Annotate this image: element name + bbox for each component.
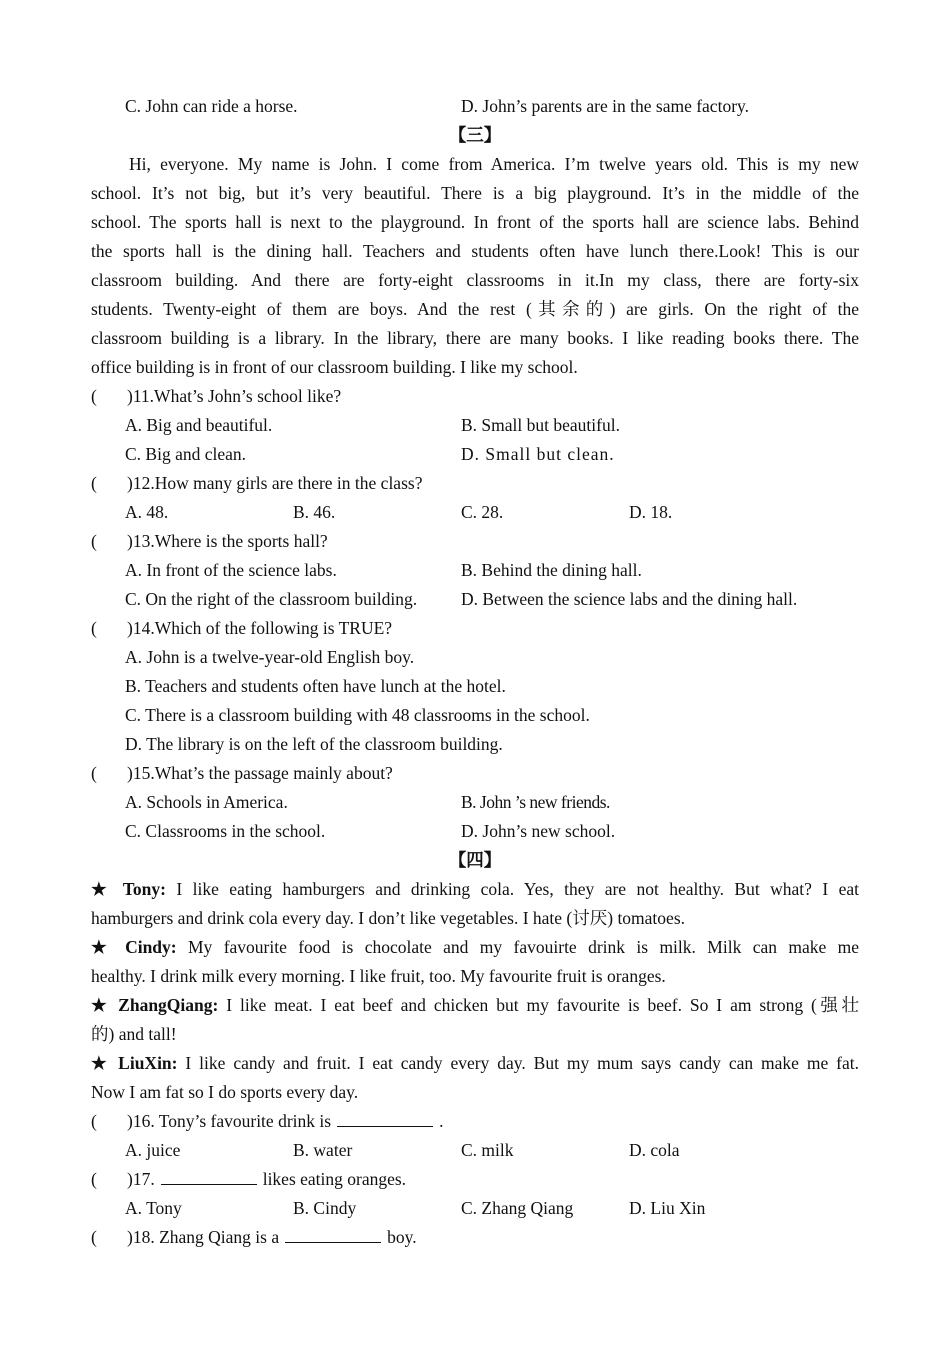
- passage-line: classroom building. And there are forty-eight classrooms in it.In my class, there are forty-six: [91, 270, 859, 290]
- option-b: B. Teachers and students often have lunch at the hotel.: [125, 676, 506, 696]
- passage-line: the sports hall is the dining hall. Teachers and students often have lunch there.Look! This is our: [91, 241, 859, 261]
- option-b: B. Behind the dining hall.: [461, 560, 642, 580]
- passage-3: [91, 150, 859, 382]
- option-c: C. milk: [461, 1140, 514, 1160]
- answer-paren[interactable]: (: [91, 1111, 97, 1131]
- option-c: C. Big and clean.: [125, 444, 247, 464]
- options-row: [91, 672, 859, 701]
- speaker-name: ★ Tony:: [91, 879, 166, 899]
- question-stem: )14.Which of the following is TRUE?: [127, 618, 393, 638]
- option-b: B. water: [293, 1140, 353, 1160]
- passage-line: school. It’s not big, but it’s very beautiful. There is a big playground. It’s in the middle of the: [91, 183, 859, 203]
- option-a: A. In front of the science labs.: [125, 560, 337, 580]
- speaker-text-line: Now I am fat so I do sports every day.: [91, 1082, 359, 1102]
- worksheet-page: [91, 92, 859, 1252]
- passage-line: school. The sports hall is next to the playground. In front of the sports hall are science labs. Behind: [91, 212, 859, 232]
- question-stem: )17.: [127, 1169, 155, 1189]
- question-stem-end: boy.: [387, 1227, 417, 1247]
- options-row: [91, 817, 859, 846]
- option-c: C. Classrooms in the school.: [125, 821, 326, 841]
- option-d: D. John’s new school.: [461, 821, 616, 841]
- answer-paren[interactable]: (: [91, 618, 97, 638]
- option-a: A. juice: [125, 1140, 181, 1160]
- option-b: B. 46.: [293, 502, 336, 522]
- speaker-text: My favourite food is chocolate and my favouirte drink is milk. Milk can make me: [176, 937, 859, 957]
- options-row: [91, 440, 859, 469]
- section-heading-4: 【四】: [448, 850, 502, 870]
- question-15: [91, 759, 859, 788]
- question-stem-end: .: [439, 1111, 444, 1131]
- option-a: A. John is a twelve-year-old English boy.: [125, 647, 415, 667]
- speaker-name: ★ ZhangQiang:: [91, 995, 219, 1015]
- speaker-text-line: healthy. I drink milk every morning. I like fruit, too. My favourite fruit is oranges.: [91, 966, 666, 986]
- option-c: C. There is a classroom building with 48 classrooms in the school.: [125, 705, 590, 725]
- question-stem: )18. Zhang Qiang is a: [127, 1227, 280, 1247]
- answer-paren[interactable]: (: [91, 1169, 97, 1189]
- question-stem: )12.How many girls are there in the class?: [127, 473, 423, 493]
- option-c: C. 28.: [461, 502, 504, 522]
- speaker-text: I like eating hamburgers and drinking cola. Yes, they are not healthy. But what? I eat: [165, 879, 859, 899]
- option-b: B. Cindy: [293, 1198, 357, 1218]
- question-12: [91, 469, 859, 498]
- question-14: [91, 614, 859, 643]
- options-row: [91, 585, 859, 614]
- options-row: [91, 730, 859, 759]
- option-d: D. John’s parents are in the same factory.: [461, 96, 750, 116]
- speaker-text-line: 的) and tall!: [91, 1024, 177, 1044]
- passage-line: office building is in front of our classroom building. I like my school.: [91, 357, 578, 377]
- speaker-text: I like candy and fruit. I eat candy every day. But my mum says candy can make me fat.: [177, 1053, 859, 1073]
- fill-blank[interactable]: [337, 1110, 433, 1127]
- option-d: D. Liu Xin: [629, 1198, 706, 1218]
- options-row: [91, 788, 859, 817]
- option-b: B. Small but beautiful.: [461, 415, 620, 435]
- answer-paren[interactable]: (: [91, 763, 97, 783]
- option-a: A. Big and beautiful.: [125, 415, 273, 435]
- question-stem: )13.Where is the sports hall?: [127, 531, 328, 551]
- speaker-text: I like meat. I eat beef and chicken but my favourite is beef. So I am strong (强壮: [218, 995, 859, 1015]
- option-c: C. On the right of the classroom building.: [125, 589, 418, 609]
- q10-options-cd: [91, 92, 859, 121]
- passage-line: classroom building is a library. In the library, there are many books. I like reading books there. The: [91, 328, 859, 348]
- options-row: [91, 701, 859, 730]
- question-16: [91, 1107, 859, 1136]
- option-b: B. John ’s new friends.: [461, 792, 610, 812]
- answer-paren[interactable]: (: [91, 1227, 97, 1247]
- option-c: C. Zhang Qiang: [461, 1198, 574, 1218]
- option-a: A. Schools in America.: [125, 792, 288, 812]
- option-d: D. Between the science labs and the dining hall.: [461, 589, 798, 609]
- option-d: D. cola: [629, 1140, 680, 1160]
- options-row: [91, 411, 859, 440]
- option-c: C. John can ride a horse.: [125, 96, 298, 116]
- question-18: [91, 1223, 859, 1252]
- option-d: D. The library is on the left of the classroom building.: [125, 734, 503, 754]
- question-11: [91, 382, 859, 411]
- fill-blank[interactable]: [285, 1226, 381, 1243]
- option-a: A. 48.: [125, 502, 169, 522]
- question-stem: )15.What’s the passage mainly about?: [127, 763, 393, 783]
- question-17: [91, 1165, 859, 1194]
- answer-paren[interactable]: (: [91, 473, 97, 493]
- section-heading-3: 【三】: [448, 125, 502, 145]
- options-row: [91, 498, 859, 527]
- speaker-name: ★ LiuXin:: [91, 1053, 178, 1073]
- speaker-paragraph-tony: [91, 875, 859, 904]
- answer-paren[interactable]: (: [91, 531, 97, 551]
- question-stem: )16. Tony’s favourite drink is: [127, 1111, 332, 1131]
- question-13: [91, 527, 859, 556]
- speaker-name: ★ Cindy:: [91, 937, 177, 957]
- options-row: [91, 1194, 859, 1223]
- options-row: [91, 556, 859, 585]
- speaker-text-line: hamburgers and drink cola every day. I don’t like vegetables. I hate (讨厌) tomatoes.: [91, 908, 686, 928]
- options-row: [91, 643, 859, 672]
- speaker-paragraph-cindy: [91, 933, 859, 962]
- passage-line: students. Twenty-eight of them are boys. And the rest (其余的) are girls. On the right of the: [91, 299, 859, 319]
- passage-line: Hi, everyone. My name is John. I come from America. I’m twelve years old. This is my new: [129, 154, 859, 174]
- option-a: A. Tony: [125, 1198, 182, 1218]
- question-stem: )11.What’s John’s school like?: [127, 386, 342, 406]
- option-d: D. 18.: [629, 502, 673, 522]
- options-row: [91, 1136, 859, 1165]
- option-d: D. Small but clean.: [461, 444, 615, 464]
- answer-paren[interactable]: (: [91, 386, 97, 406]
- speaker-paragraph-liuxin: [91, 1049, 859, 1078]
- question-stem-end: likes eating oranges.: [262, 1169, 407, 1189]
- speaker-paragraph-zhangqiang: [91, 991, 859, 1020]
- fill-blank[interactable]: [161, 1168, 257, 1185]
